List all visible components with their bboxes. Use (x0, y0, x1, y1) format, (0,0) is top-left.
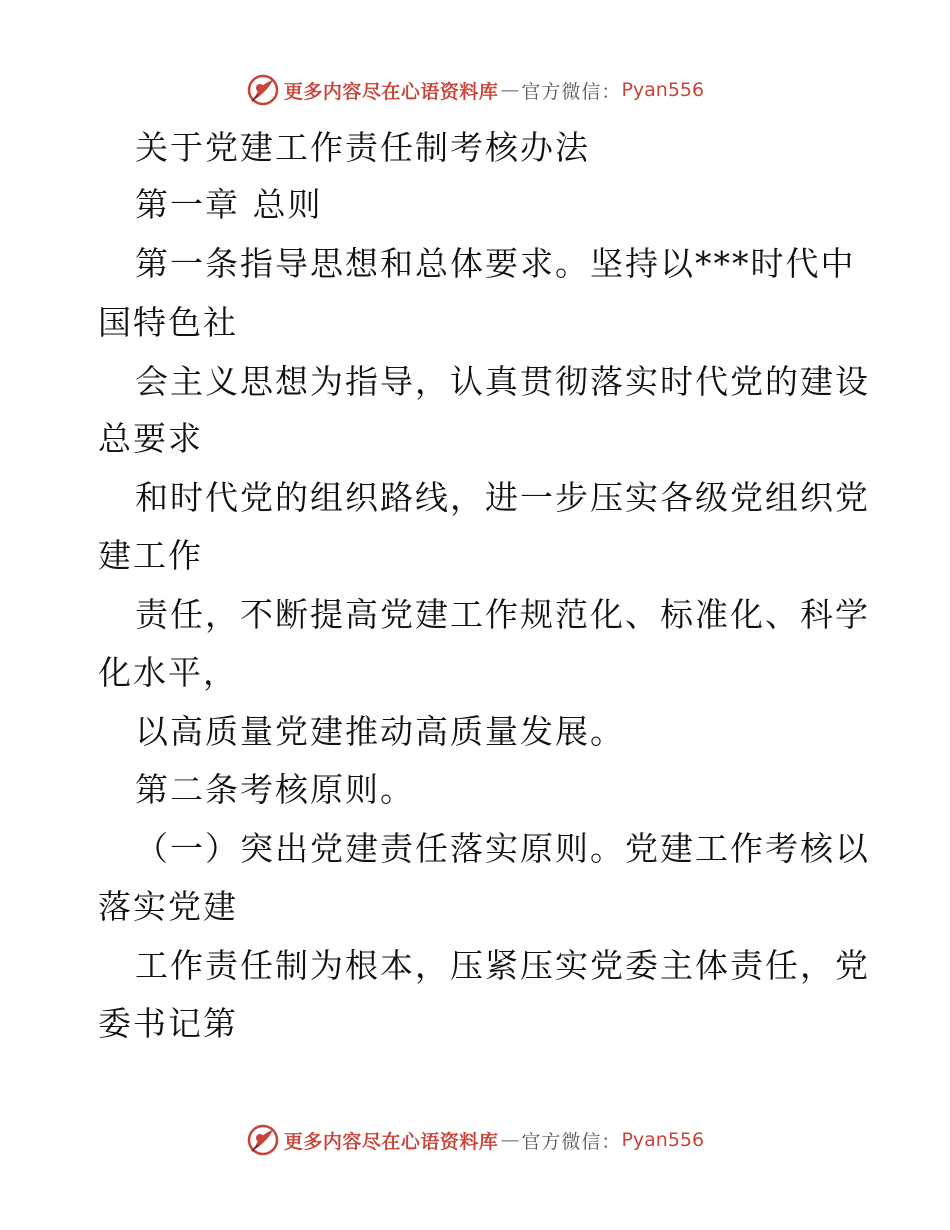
section-heading: 第二条考核原则。 (135, 770, 415, 809)
text-line: 国特色社 (98, 303, 238, 342)
footer-watermark (0, 1120, 950, 1160)
document-title: 关于党建工作责任制考核办法 (135, 128, 590, 167)
text-line: 会主义思想为指导，认真贯彻落实时代党的建设 (135, 362, 870, 401)
wechat-label: 官方微信： (521, 1130, 622, 1153)
wechat-label: 官方微信： (521, 80, 622, 103)
rose-quill-icon (246, 73, 280, 107)
text-line: 和时代党的组织路线，进一步压实各级党组织党 (135, 478, 870, 517)
text-line: （一）突出党建责任落实原则。党建工作考核以 (135, 829, 870, 868)
text-line: 总要求 (98, 419, 203, 458)
brand-name: 更多内容尽在心语资料库 (283, 1130, 499, 1153)
brand-name: 更多内容尽在心语资料库 (283, 80, 499, 103)
rose-quill-icon (246, 1123, 280, 1157)
separator-dash: — (500, 79, 520, 101)
text-line: 第一条指导思想和总体要求。坚持以***时代中 (135, 244, 856, 283)
header-watermark (0, 70, 950, 110)
text-line: 责任，不断提高党建工作规范化、标准化、科学 (135, 595, 870, 634)
text-line: 落实党建 (98, 887, 238, 926)
text-line: 以高质量党建推动高质量发展。 (135, 712, 625, 751)
text-line: 委书记第 (98, 1004, 238, 1043)
wechat-account: Pyan556 (621, 79, 705, 101)
text-line: 化水平， (98, 653, 238, 692)
text-line: 建工作 (98, 536, 203, 575)
separator-dash: — (500, 1129, 520, 1151)
text-line: 工作责任制为根本，压紧压实党委主体责任，党 (135, 946, 870, 985)
chapter-heading: 第一章 总则 (135, 185, 323, 224)
wechat-account: Pyan556 (621, 1129, 705, 1151)
